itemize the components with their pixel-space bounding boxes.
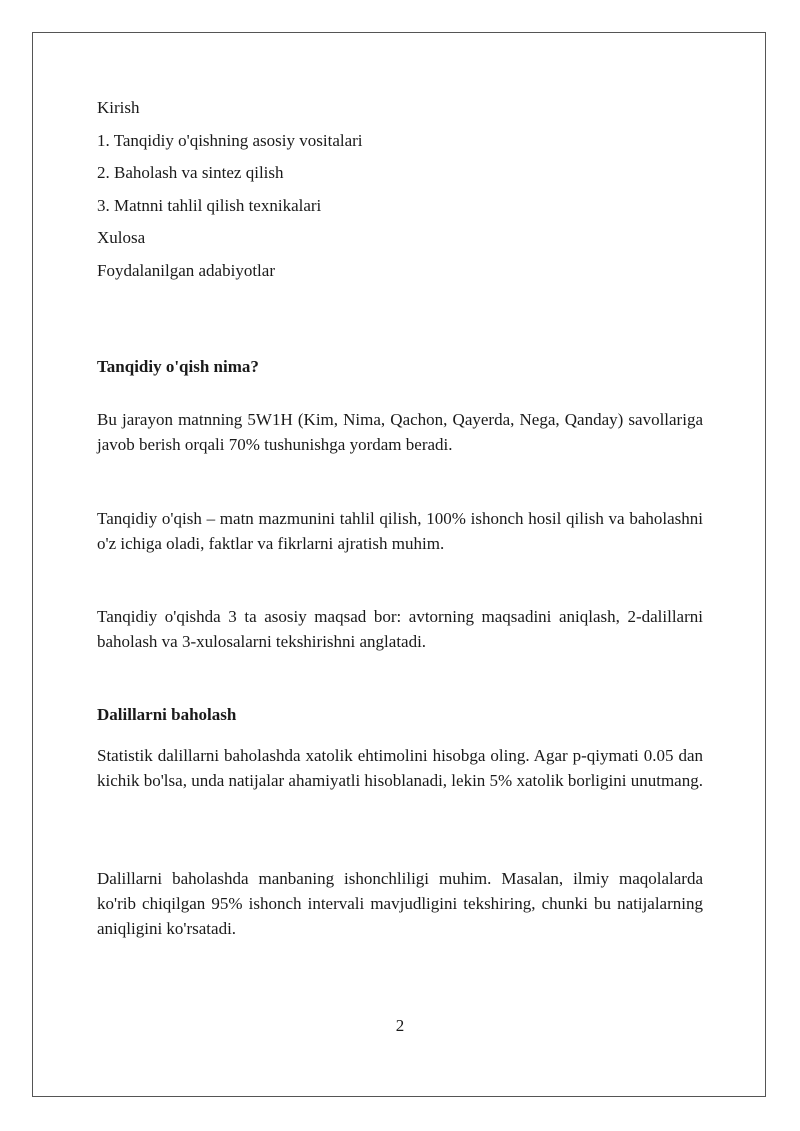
section-heading-critical-reading: Tanqidiy o'qish nima?: [97, 357, 259, 376]
toc-item-chapter-3: 3. Matnni tahlil qilish texnikalari: [97, 195, 322, 215]
toc-item-chapter-1: 1. Tanqidiy o'qishning asosiy vositalari: [97, 130, 363, 150]
toc-item-introduction: Kirish: [97, 98, 140, 117]
table-of-contents: [97, 96, 707, 291]
paragraph-5w1h: Bu jarayon matnning 5W1H (Kim, Nima, Qachon, Qayerda, Nega, Qanday) savollariga javob berish orqali 70% tushunishga yordam beradi.: [97, 410, 703, 454]
paragraph-critical-reading-definition: Tanqidiy o'qish – matn mazmunini tahlil qilish, 100% ishonch hosil qilish va baholashni o'z ichiga oladi, faktlar va fikrlarni ajratish muhim.: [97, 509, 703, 553]
section-heading-evaluating-evidence: Dalillarni baholash: [97, 705, 237, 724]
toc-item-chapter-2: 2. Baholash va sintez qilish: [97, 163, 284, 182]
paragraph-statistical-evidence: Statistik dalillarni baholashda xatolik ehtimolini hisobga oling. Agar p-qiymati 0.05 dan kichik bo'lsa, unda natijalar ahamiyatli hisoblanadi, lekin 5% xatolik borligini unutmang.: [97, 746, 703, 790]
toc-item-references: Foydalanilgan adabiyotlar: [97, 260, 275, 280]
paragraph-critical-reading-goals: Tanqidiy o'qishda 3 ta asosiy maqsad bor: avtorning maqsadini aniqlash, 2-dalillarni baholash va 3-xulosalarni tekshirishni anglatadi.: [97, 607, 703, 651]
toc-item-conclusion: Xulosa: [97, 228, 146, 247]
paragraph-source-reliability: Dalillarni baholashda manbaning ishonchliligi muhim. Masalan, ilmiy maqolalarda ko'rib chiqilgan 95% ishonch intervali mavjudligini tekshiring, chunki bu natijalarning aniqligini ko'rsatadi.: [97, 869, 703, 938]
page-number: 2: [395, 1016, 405, 1035]
